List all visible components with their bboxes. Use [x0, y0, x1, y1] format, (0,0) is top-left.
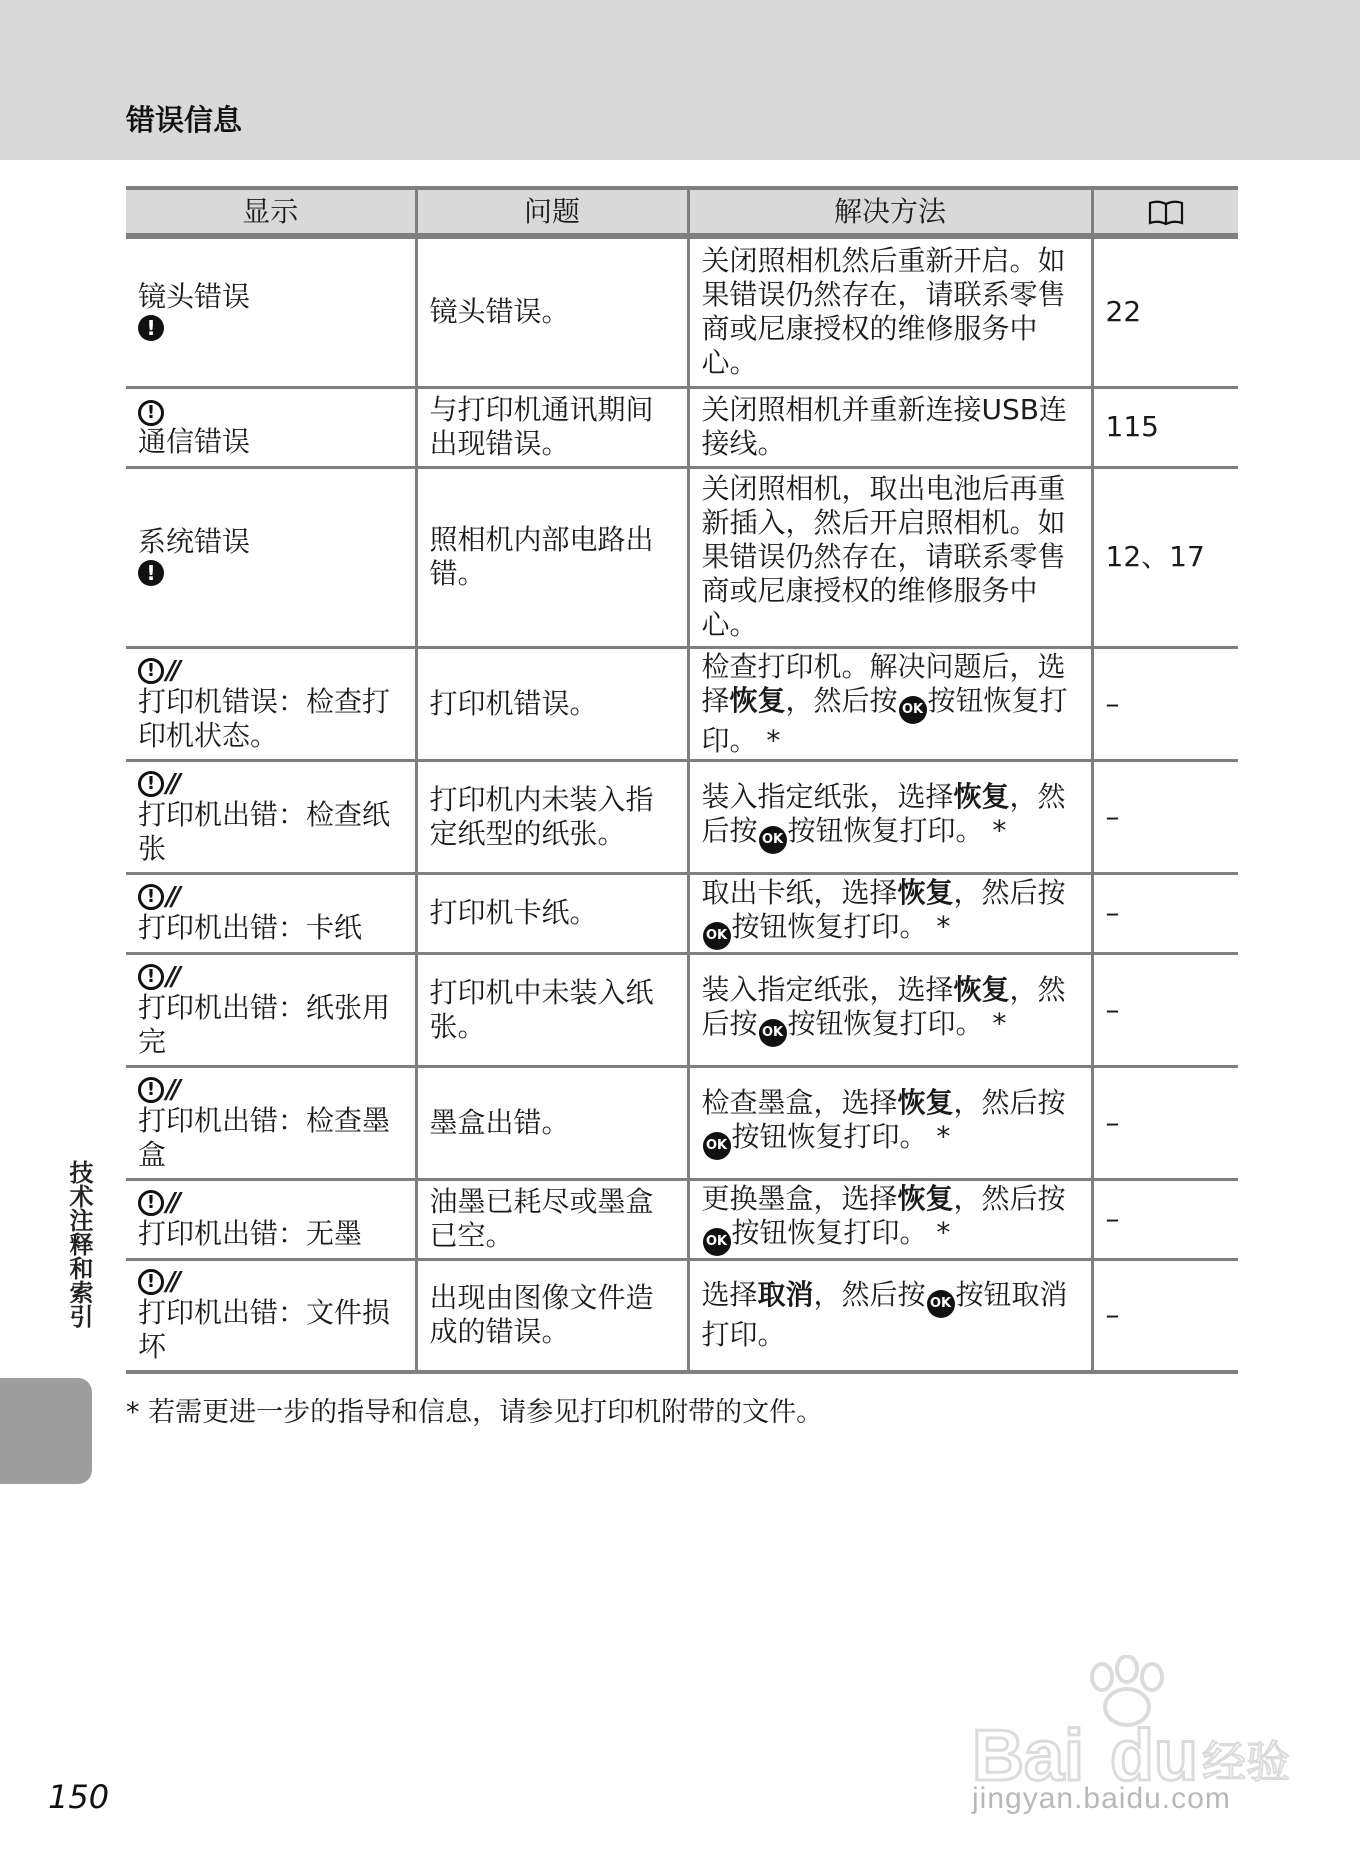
warning-outline-icon: !	[138, 400, 164, 426]
problem-cell: 出现由图像文件造成的错误。	[416, 1259, 688, 1372]
problem-cell: 打印机中未装入纸张。	[416, 953, 688, 1066]
printer-icon: //	[166, 1267, 177, 1298]
page-ref-cell: 22	[1092, 236, 1238, 387]
solution-cell: 选择取消，然后按 OK 按钮取消打印。	[688, 1259, 1092, 1372]
book-icon	[1148, 200, 1184, 226]
display-text: 打印机出错：无墨	[138, 1217, 363, 1250]
side-tab[interactable]	[0, 1378, 92, 1484]
warning-outline-icon: !	[138, 1269, 164, 1295]
printer-icon: //	[166, 882, 177, 912]
printer-icon: //	[166, 768, 177, 799]
display-cell	[126, 647, 416, 760]
display-cell	[126, 467, 416, 647]
display-cell	[126, 1179, 416, 1259]
page-ref-cell: –	[1092, 873, 1238, 953]
ok-button-icon: OK	[759, 826, 787, 854]
svg-text:du: du	[1110, 1716, 1198, 1796]
table-row	[126, 873, 1238, 953]
ok-button-icon: OK	[703, 1228, 731, 1256]
solution-cell: 关闭照相机并重新连接USB连接线。	[688, 387, 1092, 467]
printer-icon: //	[166, 961, 177, 992]
table-row	[126, 387, 1238, 467]
printer-icon: //	[166, 1074, 177, 1105]
warning-outline-icon: !	[138, 658, 164, 684]
display-cell	[126, 873, 416, 953]
warning-outline-icon: !	[138, 964, 164, 990]
problem-cell: 照相机内部电路出错。	[416, 467, 688, 647]
table-row	[126, 953, 1238, 1066]
display-text: 打印机出错：检查纸张	[138, 797, 391, 865]
table-row	[126, 1259, 1238, 1372]
page-ref-cell: –	[1092, 1066, 1238, 1179]
problem-cell: 打印机错误。	[416, 647, 688, 760]
display-cell	[126, 953, 416, 1066]
table-row	[126, 1066, 1238, 1179]
solution-cell: 关闭照相机，取出电池后再重新插入，然后开启照相机。如果错误仍然存在，请联系零售商或尼康授权的维修服务中心。	[688, 467, 1092, 647]
footnote: * 若需更进一步的指导和信息，请参见打印机附带的文件。	[126, 1397, 824, 1428]
table-row	[126, 467, 1238, 647]
solution-cell: 检查打印机。解决问题后，选择恢复，然后按 OK 按钮恢复打印。 *	[688, 647, 1092, 760]
header-solution: 解决方法	[688, 188, 1092, 236]
error-table	[126, 186, 1238, 1374]
problem-cell: 打印机内未装入指定纸型的纸张。	[416, 760, 688, 873]
problem-cell: 与打印机通讯期间出现错误。	[416, 387, 688, 467]
ok-button-icon: OK	[703, 1132, 731, 1160]
table-header-row	[126, 188, 1238, 236]
display-cell	[126, 236, 416, 387]
solution-cell: 装入指定纸张，选择恢复，然后按 OK 按钮恢复打印。 *	[688, 953, 1092, 1066]
solution-cell: 更换墨盒，选择恢复，然后按OK 按钮恢复打印。 *	[688, 1179, 1092, 1259]
ok-button-icon: OK	[899, 696, 927, 724]
page-ref-cell: –	[1092, 760, 1238, 873]
solution-cell: 取出卡纸，选择恢复，然后按OK 按钮恢复打印。 *	[688, 873, 1092, 953]
problem-cell: 打印机卡纸。	[416, 873, 688, 953]
page-ref-cell: 12、17	[1092, 467, 1238, 647]
ok-button-icon: OK	[927, 1290, 955, 1318]
side-tab-label: 技术注释和索引	[65, 1160, 93, 1328]
solution-cell: 关闭照相机然后重新开启。如果错误仍然存在，请联系零售商或尼康授权的维修服务中心。	[688, 236, 1092, 387]
display-cell	[126, 760, 416, 873]
display-text: 打印机出错：卡纸	[138, 911, 363, 944]
warning-filled-icon: !	[138, 315, 164, 341]
problem-cell: 油墨已耗尽或墨盒已空。	[416, 1179, 688, 1259]
display-text: 镜头错误	[138, 280, 251, 314]
problem-cell: 镜头错误。	[416, 236, 688, 387]
display-text: 系统错误	[138, 525, 251, 558]
warning-outline-icon: !	[138, 771, 164, 797]
display-cell	[126, 1259, 416, 1372]
display-text: 通信错误	[138, 425, 251, 458]
display-text: 打印机出错：检查墨盒	[138, 1103, 391, 1171]
display-text: 打印机出错：纸张用完	[138, 990, 391, 1058]
display-cell	[126, 1066, 416, 1179]
page-ref-cell: –	[1092, 1259, 1238, 1372]
display-text: 打印机出错：文件损坏	[138, 1296, 391, 1364]
table-row	[126, 647, 1238, 760]
table-row	[126, 236, 1238, 387]
warning-outline-icon: !	[138, 1190, 164, 1216]
watermark-url: jingyan.baidu.com	[972, 1782, 1231, 1815]
ok-button-icon: OK	[703, 922, 731, 950]
svg-text:Bai: Bai	[972, 1716, 1085, 1796]
printer-icon: //	[166, 655, 177, 686]
page-ref-cell: –	[1092, 647, 1238, 760]
header-display: 显示	[126, 188, 416, 236]
warning-filled-icon: !	[138, 560, 164, 586]
printer-icon: //	[166, 1188, 177, 1218]
solution-cell: 检查墨盒，选择恢复，然后按OK 按钮恢复打印。 *	[688, 1066, 1092, 1179]
page-title: 错误信息	[126, 103, 243, 137]
table-row	[126, 1179, 1238, 1259]
page-ref-cell: –	[1092, 1179, 1238, 1259]
display-text: 打印机错误：检查打印机状态。	[138, 684, 391, 752]
page-number: 150	[48, 1778, 110, 1816]
svg-text:经验: 经验	[1202, 1737, 1290, 1788]
solution-cell: 装入指定纸张，选择恢复，然后按 OK 按钮恢复打印。 *	[688, 760, 1092, 873]
display-cell	[126, 387, 416, 467]
problem-cell: 墨盒出错。	[416, 1066, 688, 1179]
warning-outline-icon: !	[138, 884, 164, 910]
header-page-ref	[1092, 188, 1238, 236]
warning-outline-icon: !	[138, 1077, 164, 1103]
header-problem: 问题	[416, 188, 688, 236]
ok-button-icon: OK	[759, 1019, 787, 1047]
table-row	[126, 760, 1238, 873]
page-ref-cell: –	[1092, 953, 1238, 1066]
page-ref-cell: 115	[1092, 387, 1238, 467]
